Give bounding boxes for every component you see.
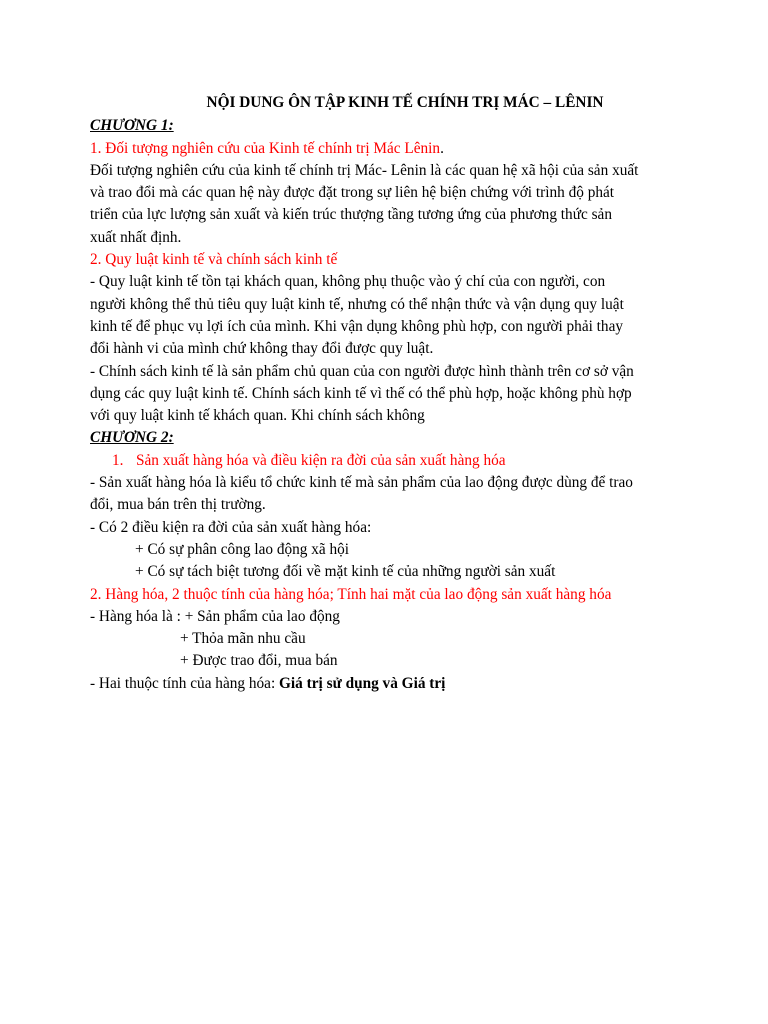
paragraph-line: - Quy luật kinh tế tồn tại khách quan, không phụ thuộc vào ý chí của con người, con [90, 273, 606, 291]
ch1-section-1-period: . [440, 139, 444, 157]
paragraph-line: với quy luật kinh tế khách quan. Khi chính sách không [90, 407, 425, 425]
paragraph-line: kinh tế để phục vụ lợi ích của mình. Khi vận dụng không phù hợp, con người phải thay [90, 317, 624, 335]
goods-item: + Thỏa mãn nhu cầu [180, 630, 306, 648]
paragraph-line: Đối tượng nghiên cứu của kinh tế chính trị Mác- Lênin là các quan hệ xã hội của sản xuất [90, 161, 639, 179]
ch1-section-1-heading [90, 138, 680, 160]
ch2-section-1-number: 1. [112, 451, 124, 469]
ch2-section-1-heading [90, 450, 680, 472]
paragraph-line: triển của lực lượng sản xuất và kiến trúc thượng tầng tương ứng của phương thức sản [90, 206, 612, 224]
attributes-prefix: - Hai thuộc tính của hàng hóa: [90, 674, 280, 692]
document-page [90, 92, 680, 695]
condition-item: + Có sự phân công lao động xã hội [135, 540, 350, 558]
chapter-2-heading: CHƯƠNG 2: [90, 429, 174, 447]
goods-item: + Được trao đổi, mua bán [180, 652, 338, 670]
paragraph-line: đổi hành vi của mình chứ không thay đổi được quy luật. [90, 340, 434, 358]
paragraph-line: người không thể thủ tiêu quy luật kinh tế, nhưng có thể nhận thức và vận dụng quy luật [90, 295, 624, 313]
ch1-section-2-heading: 2. Quy luật kinh tế và chính sách kinh tế [90, 251, 338, 269]
condition-item: + Có sự tách biệt tương đối về mặt kinh tế của những người sản xuất [135, 563, 556, 581]
ch2-section-1-title: Sản xuất hàng hóa và điều kiện ra đời của sản xuất hàng hóa [136, 451, 506, 469]
attributes-line [90, 673, 680, 695]
paragraph-line: - Chính sách kinh tế là sản phẩm chủ quan của con người được hình thành trên cơ sở vận [90, 362, 634, 380]
paragraph-line: dụng các quy luật kinh tế. Chính sách kinh tế vì thế có thể phù hợp, hoặc không phù hợp [90, 384, 632, 402]
chapter-1-heading: CHƯƠNG 1: [90, 117, 174, 135]
ch2-section-2-heading: 2. Hàng hóa, 2 thuộc tính của hàng hóa; Tính hai mặt của lao động sản xuất hàng hóa [90, 585, 612, 603]
attributes-bold: Giá trị sử dụng và Giá trị [279, 674, 446, 692]
ch1-section-1-title: 1. Đối tượng nghiên cứu của Kinh tế chính trị Mác Lênin [90, 139, 441, 157]
paragraph-line: đổi, mua bán trên thị trường. [90, 496, 266, 514]
paragraph-line: xuất nhất định. [90, 228, 182, 246]
paragraph-line: - Có 2 điều kiện ra đời của sản xuất hàng hóa: [90, 518, 372, 536]
paragraph-line: và trao đổi mà các quan hệ này được đặt trong sự liên hệ biện chứng với trình độ phát [90, 184, 615, 202]
document-title: NỘI DUNG ÔN TẬP KINH TẾ CHÍNH TRỊ MÁC – LÊNIN [206, 94, 604, 111]
paragraph-line: - Sản xuất hàng hóa là kiểu tổ chức kinh tế mà sản phẩm của lao động được dùng để trao [90, 474, 633, 492]
goods-definition-line: - Hàng hóa là : + Sản phẩm của lao động [90, 607, 340, 625]
